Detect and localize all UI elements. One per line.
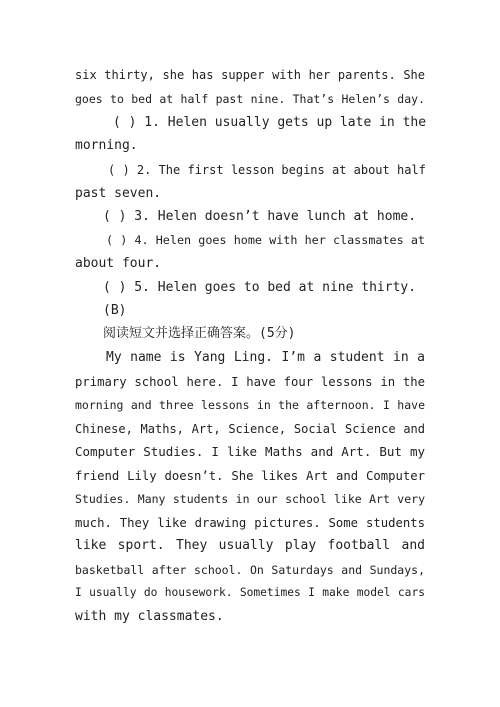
question-3: ( ) 3. Helen doesn’t have lunch at home. [103, 209, 417, 224]
section-label-b: (B) [103, 303, 127, 318]
passage-line: morning and three lessons in the afternoon. I have [75, 398, 425, 412]
passage-line: Chinese, Maths, Art, Science, Social Science and [75, 422, 425, 436]
question-2: ( ) 2. The first lesson begins at about half [108, 163, 426, 177]
question-4: ( ) 4. Helen goes home with her classmates at [106, 233, 425, 247]
text-line: six thirty, she has supper with her parents. She [75, 68, 425, 82]
text-line: about four. [75, 256, 162, 271]
passage-line: My name is Yang Ling. I’m a student in a [106, 350, 425, 365]
passage-line: basketball after school. On Saturdays and Sundays, [75, 563, 425, 577]
question-5: ( ) 5. Helen goes to bed at nine thirty. [103, 280, 417, 295]
section-instruction: 阅读短文并选择正确答案。(5分) [103, 326, 296, 341]
passage-line: Studies. Many students in our school like Art very [75, 492, 425, 506]
text-line: morning. [75, 138, 138, 153]
passage-line: Computer Studies. I like Maths and Art. But my [75, 444, 425, 459]
passage-line: friend Lily doesn’t. She likes Art and Computer [75, 469, 425, 483]
text-line: past seven. [75, 186, 162, 201]
passage-line: like sport. They usually play football and [75, 538, 425, 553]
question-1: ( ) 1. Helen usually gets up late in the [113, 115, 427, 130]
text-line: goes to bed at half past nine. That’s Helen’s day. [75, 92, 425, 106]
passage-line: primary school here. I have four lessons in the [75, 375, 425, 389]
passage-line: with my classmates. [75, 609, 224, 624]
passage-line: much. They like drawing pictures. Some students [75, 516, 425, 530]
passage-line: I usually do housework. Sometimes I make model cars [75, 586, 425, 599]
